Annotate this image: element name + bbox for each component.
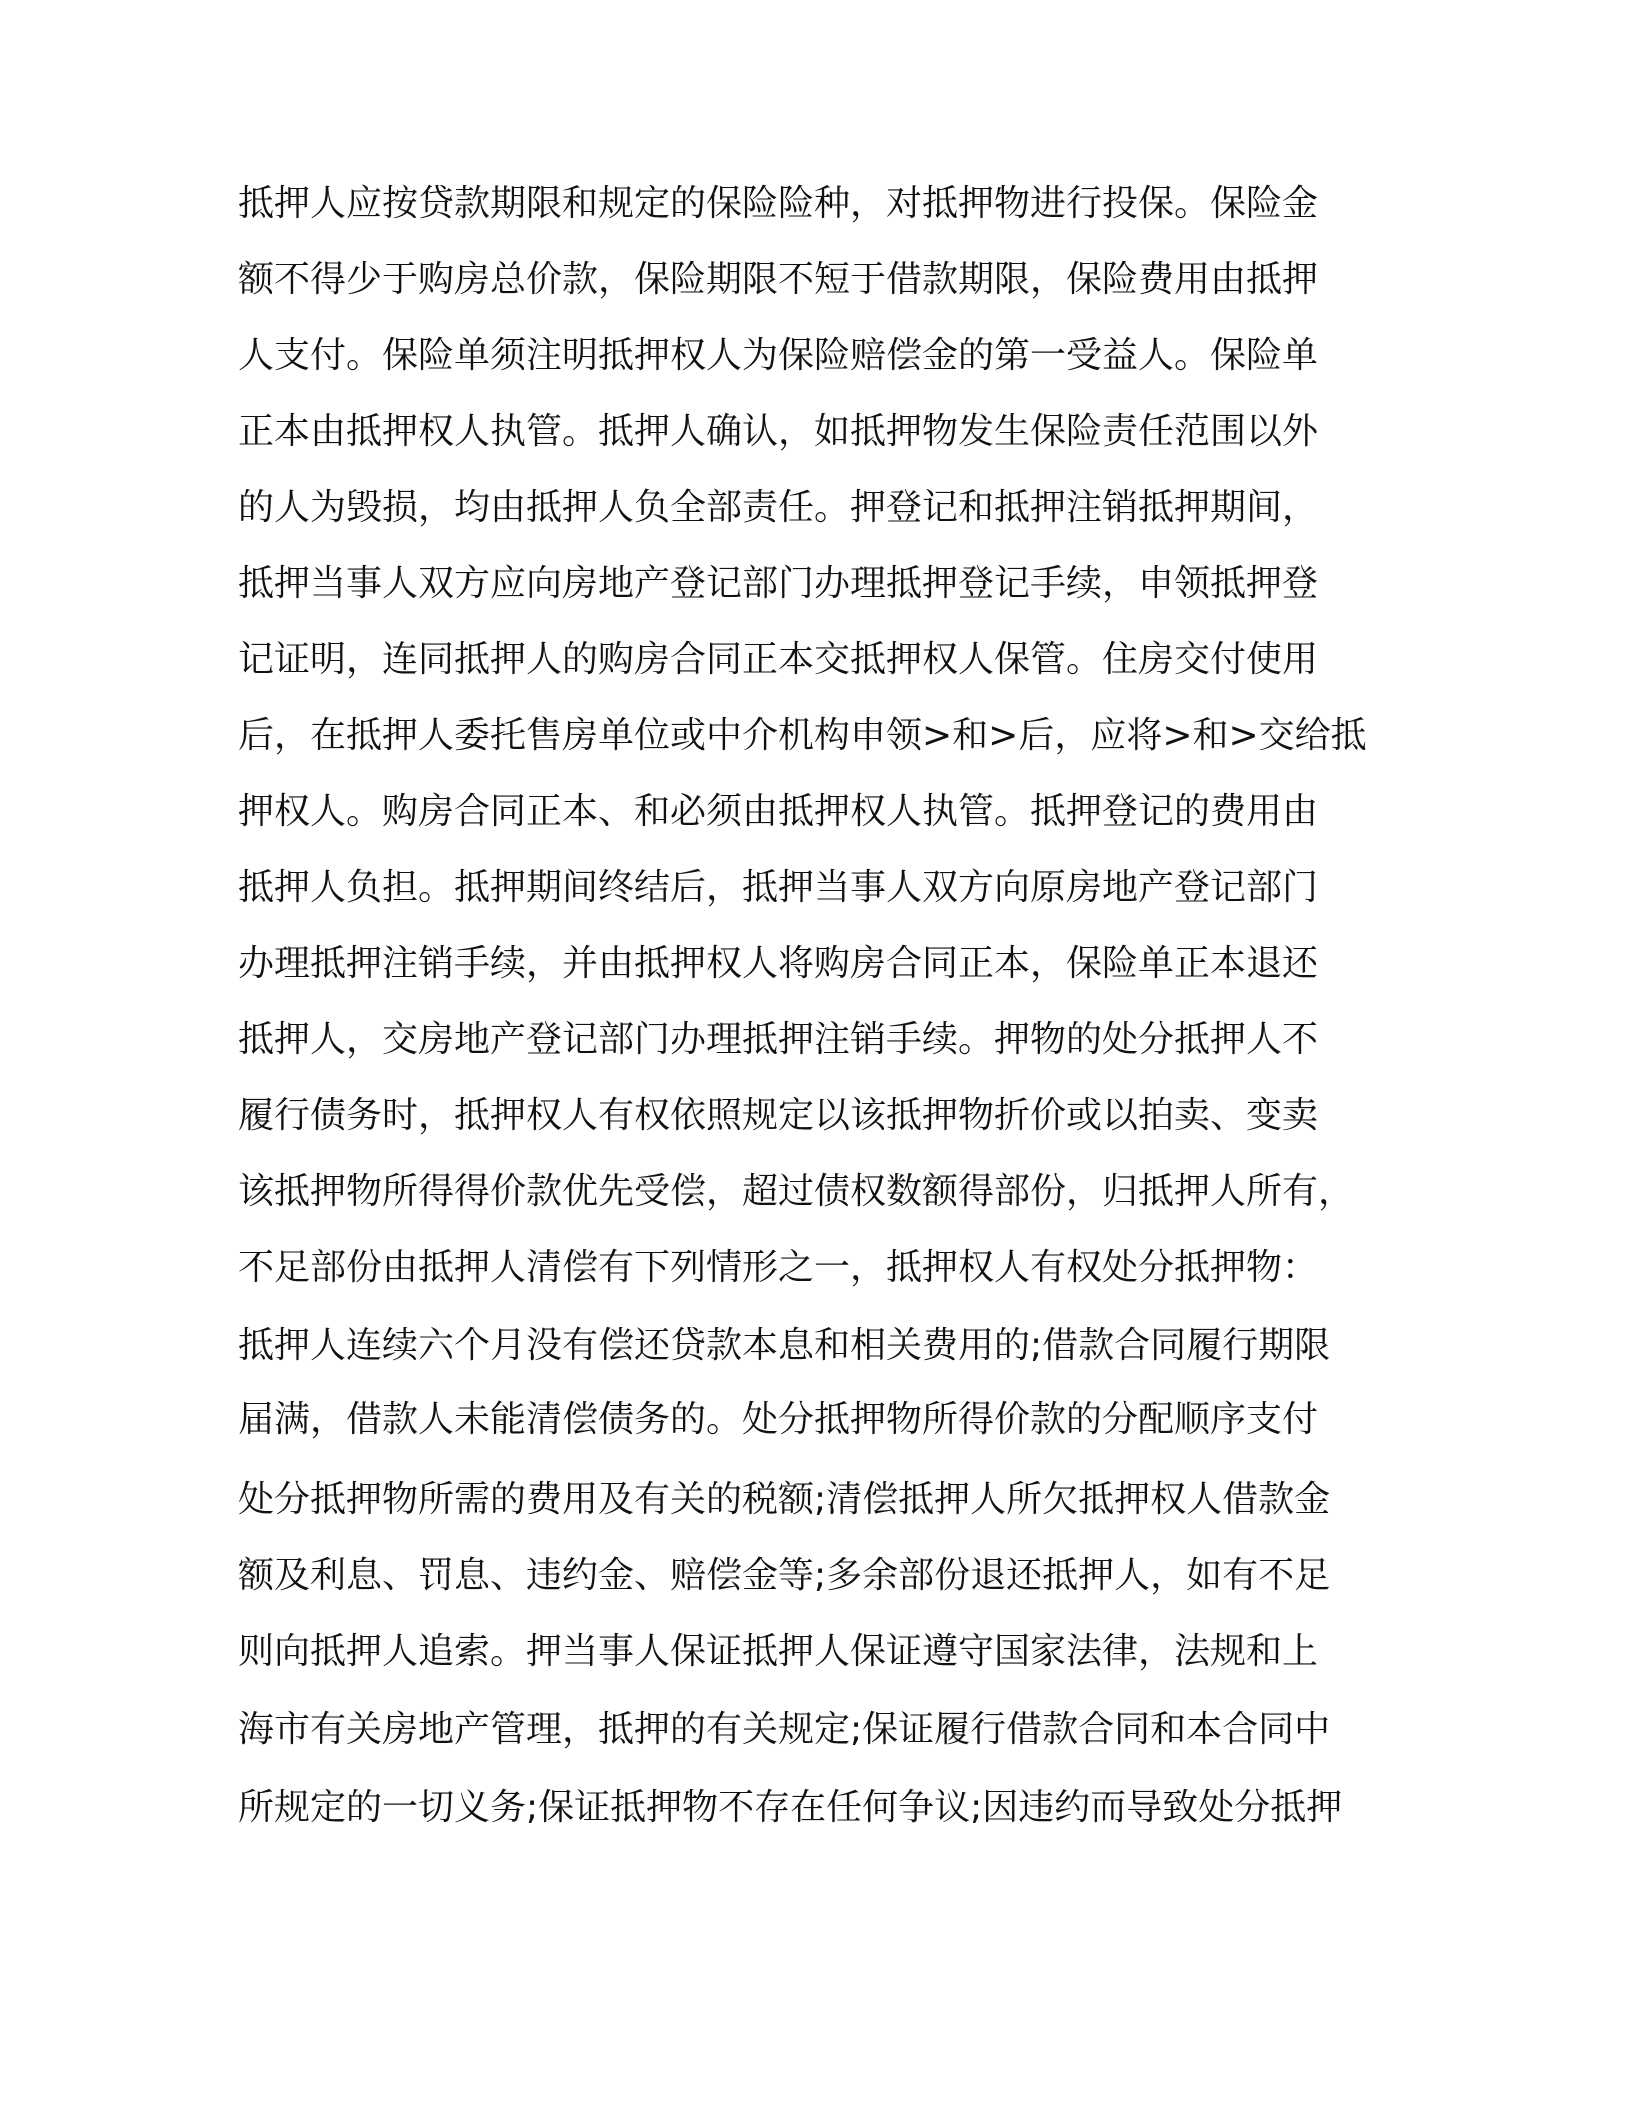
text-line: 抵押人连续六个月没有偿还贷款本息和相关费用的;借款合同履行期限 xyxy=(238,1325,1331,1366)
text-line: 额不得少于购房总价款，保险期限不短于借款期限，保险费用由抵押 xyxy=(238,259,1319,300)
text-line: 的人为毁损，均由抵押人负全部责任。押登记和抵押注销抵押期间， xyxy=(238,487,1319,528)
text-line: 海市有关房地产管理，抵押的有关规定;保证履行借款合同和本合同中 xyxy=(238,1709,1331,1750)
text-line: 所规定的一切义务;保证抵押物不存在任何争议;因违约而导致处分抵押 xyxy=(238,1787,1343,1828)
text-line: 该抵押物所得得价款优先受偿，超过债权数额得部份，归抵押人所有， xyxy=(238,1171,1355,1212)
text-line: 处分抵押物所需的费用及有关的税额;清偿抵押人所欠抵押权人借款金 xyxy=(238,1479,1331,1520)
text-line: 后，在抵押人委托售房单位或中介机构申领>和>后，应将>和>交给抵 xyxy=(238,715,1367,756)
text-line: 办理抵押注销手续，并由抵押权人将购房合同正本，保险单正本退还 xyxy=(238,943,1319,984)
text-line: 不足部份由抵押人清偿有下列情形之一，抵押权人有权处分抵押物： xyxy=(238,1247,1319,1288)
text-line: 则向抵押人追索。押当事人保证抵押人保证遵守国家法律，法规和上 xyxy=(238,1631,1319,1672)
text-line: 额及利息、罚息、违约金、赔偿金等;多余部份退还抵押人，如有不足 xyxy=(238,1555,1331,1596)
text-line: 记证明，连同抵押人的购房合同正本交抵押权人保管。住房交付使用 xyxy=(238,639,1319,680)
text-line: 抵押当事人双方应向房地产登记部门办理抵押登记手续，申领抵押登 xyxy=(238,563,1319,604)
text-line: 人支付。保险单须注明抵押权人为保险赔偿金的第一受益人。保险单 xyxy=(238,335,1319,376)
text-line: 押权人。购房合同正本、和必须由抵押权人执管。抵押登记的费用由 xyxy=(238,791,1319,832)
text-line: 正本由抵押权人执管。抵押人确认，如抵押物发生保险责任范围以外 xyxy=(238,411,1319,452)
text-line: 抵押人负担。抵押期间终结后，抵押当事人双方向原房地产登记部门 xyxy=(238,867,1319,908)
text-line: 履行债务时，抵押权人有权依照规定以该抵押物折价或以拍卖、变卖 xyxy=(238,1095,1319,1136)
text-line: 抵押人，交房地产登记部门办理抵押注销手续。押物的处分抵押人不 xyxy=(238,1019,1319,1060)
text-line: 抵押人应按贷款期限和规定的保险险种，对抵押物进行投保。保险金 xyxy=(238,183,1319,224)
text-line: 届满，借款人未能清偿债务的。处分抵押物所得价款的分配顺序支付 xyxy=(238,1399,1319,1440)
